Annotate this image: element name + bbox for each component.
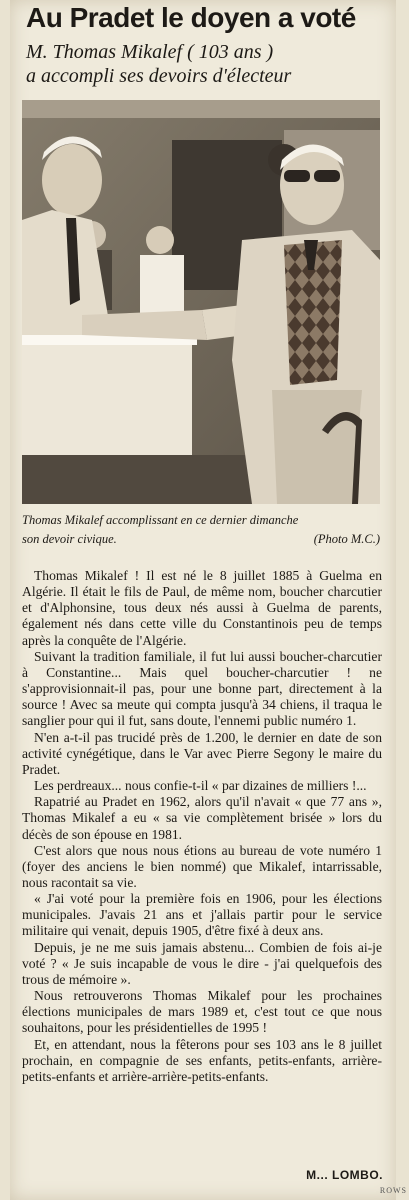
- subheadline-line-2: a accompli ses devoirs d'électeur: [26, 65, 292, 87]
- edge-text: ROWS: [379, 1186, 407, 1195]
- photo-caption-text: son devoir civique.: [22, 532, 117, 546]
- article-paragraph: Thomas Mikalef ! Il est né le 8 juillet 1885 à Guelma en Algérie. Il était le fils de Paul, de même nom, boucher charcutier et d'Alphonsine, tous deux nés aussi à Guelma de parents, également nés dans cette ville du Constantinois peu de temps après la conquête de l'Algérie.: [22, 568, 382, 648]
- article-paragraph: Les perdreaux... nous confie-t-il « par dizaines de milliers !...: [34, 778, 367, 794]
- article-paragraph: N'en a-t-il pas trucidé près de 1.200, le dernier en date de son activité cynégétique, dans le Var avec Pierre Segony le maire du Pradet.: [22, 729, 382, 777]
- article-paragraph: Et, en attendant, nous la fêterons pour ses 103 ans le 8 juillet prochain, en compagnie de ses enfants, petits-enfants, arrière-petits-enfants et arrière-arrière-petits-enfants.: [22, 1036, 382, 1084]
- article-body: [22, 568, 382, 1085]
- photo-credit: (Photo M.C.): [313, 532, 380, 546]
- photo-halftone-icon: [22, 100, 380, 504]
- article-paragraph: Suivant la tradition familiale, il fut lui aussi boucher-charcutier à Constantine... Mais quel boucher-charcutier ! ne s'approvisionnait-il pas, pour une bonne part, directement à la source ! Avec sa meute qui compta jusqu'à 34 chiens, il traqua le sanglier pour qui il fut, sans doute, l'ennemi public numéro 1.: [22, 648, 382, 729]
- photo-caption-line-2: [22, 530, 380, 549]
- article-paragraph: Depuis, je ne me suis jamais abstenu... Combien de fois ai-je voté ? « Je suis incapable de vous le dire - j'ai quelquefois des trous de mémoire ».: [22, 939, 382, 987]
- article-paragraph: C'est alors que nous nous étions au bureau de vote numéro 1 (foyer des anciens le bien nommé) que Mikalef, intarrissable, nous racontait sa vie.: [22, 842, 382, 890]
- article-paragraph: Rapatrié au Pradet en 1962, alors qu'il n'avait « que 77 ans », Thomas Mikalef a eu « sa vie complètement brisée » lors du décès de son épouse en 1981.: [22, 794, 382, 842]
- headline: Au Pradet le doyen a voté: [26, 2, 356, 33]
- article-paragraph: Nous retrouverons Thomas Mikalef pour les prochaines élections municipales de mars 1989 et, c'est tout ce que nous souhaitons, pour les présidentielles de 1995 !: [22, 988, 382, 1036]
- subheadline-line-1: M. Thomas Mikalef ( 103 ans ): [26, 41, 274, 63]
- photo-caption-line-1: Thomas Mikalef accomplissant en ce dernier dimanche: [22, 513, 299, 527]
- news-photo: [22, 100, 380, 504]
- article-paragraph: « J'ai voté pour la première fois en 1906, pour les élections municipales. J'avais 21 ans et j'allais partir pour le service militaire qui venait, depuis 1905, d'être fixé à deux ans.: [22, 891, 382, 939]
- author-signature: M... LOMBO.: [306, 1168, 383, 1182]
